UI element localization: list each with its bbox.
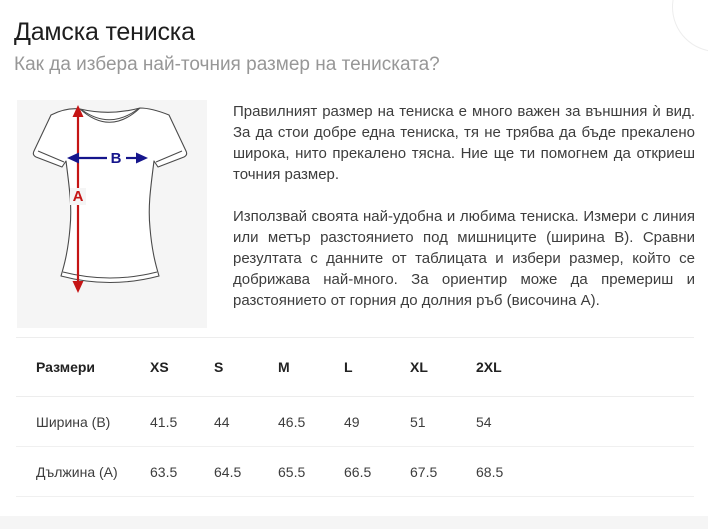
size-header-label: Размери [16, 338, 150, 397]
size-cell: 54 [476, 413, 492, 430]
tshirt-diagram [17, 100, 207, 328]
intro-paragraph-2: Използвай своята най-удобна и любима тениска. Измери с линия или метър разстоянието под мишниците (ширина B). Сравни резултата с данните от таблицата и избери размер, който се добрижава най-много. За ориентир може да премериш и разстоянието от горния до долния ръб (височина A). [233, 208, 695, 309]
page-title: Дамска тениска [14, 18, 195, 46]
size-cell: 41.5 [150, 413, 178, 430]
footer-band [0, 516, 708, 529]
size-cell: 68.5 [476, 463, 504, 480]
size-table-header-row [16, 338, 694, 397]
size-header-xs: XS [150, 338, 214, 397]
size-cell: 63.5 [150, 463, 178, 480]
tshirt-outline [33, 108, 186, 283]
size-header-m: M [278, 338, 344, 397]
size-cell: 64.5 [214, 463, 242, 480]
table-row-width [16, 397, 694, 447]
label-a: A [72, 188, 84, 205]
size-cell: 49 [344, 413, 360, 430]
size-cell: 66.5 [344, 463, 372, 480]
size-cell: 44 [214, 413, 230, 430]
intro-text [233, 101, 695, 311]
tshirt-illustration [17, 100, 207, 328]
size-cell: 46.5 [278, 413, 306, 430]
size-header-l: L [344, 338, 410, 397]
intro-paragraph-1: Правилният размер на тениска е много важен за външния ѝ вид. За да стои добре една тениска, тя не трябва да бъде прекалено широка, нито прекалено тясна. Ние ще ти помогнем да откриеш точния размер. [233, 103, 695, 183]
table-row-length [16, 447, 694, 497]
decorative-arc [672, 0, 708, 52]
size-cell: 51 [410, 413, 426, 430]
label-b: B [110, 150, 122, 167]
size-cell: 65.5 [278, 463, 306, 480]
row-label: Ширина (B) [36, 413, 111, 430]
size-table [16, 337, 694, 497]
row-label: Дължина (A) [36, 463, 118, 480]
size-header-xl: XL [410, 338, 476, 397]
size-header-2xl: 2XL [476, 338, 694, 397]
page-subtitle: Как да избера най-точния размер на тениската? [14, 54, 440, 75]
size-header-s: S [214, 338, 278, 397]
size-cell: 67.5 [410, 463, 438, 480]
